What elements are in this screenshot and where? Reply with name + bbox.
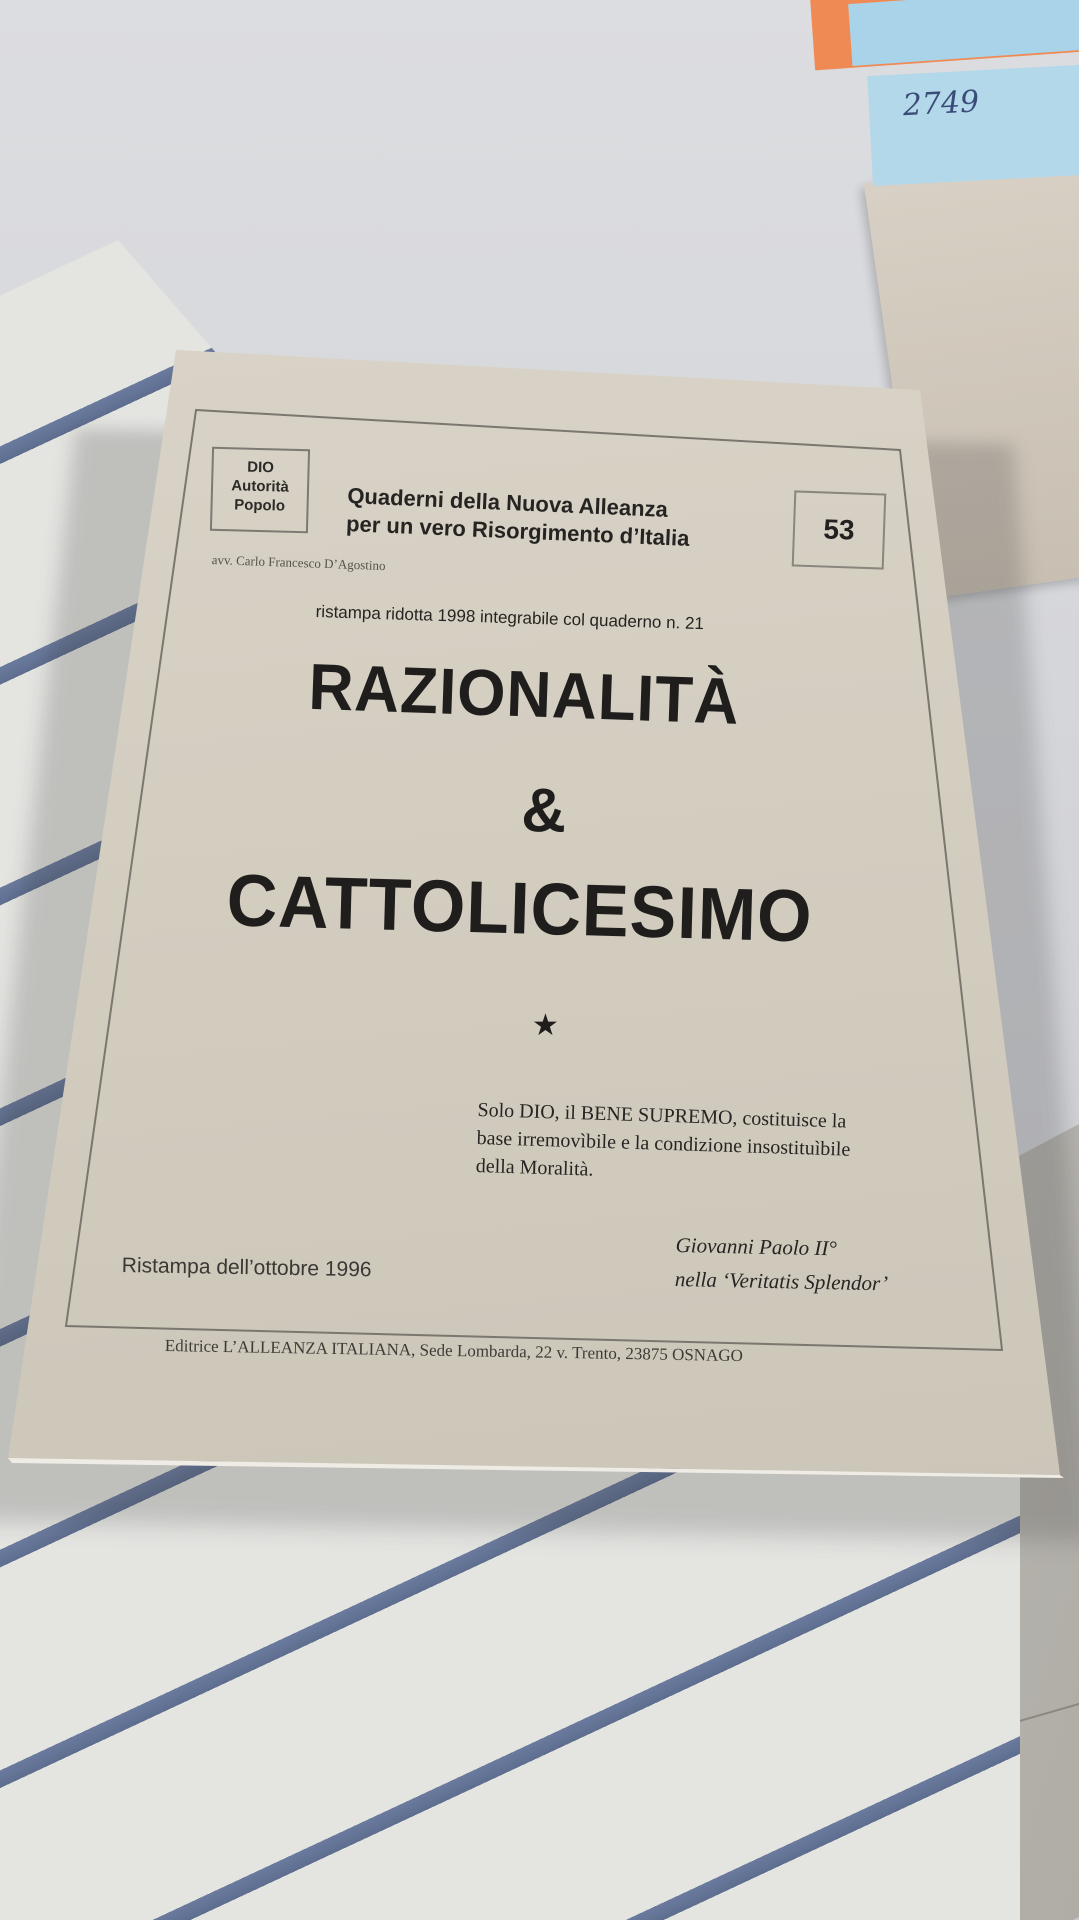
sticky-note-number: 2749 [901, 84, 981, 124]
title-ampersand: & [520, 775, 567, 846]
quote-text: Solo DIO, il BENE SUPREMO, costituisce la base irremovìbile e la condizione insostituìbile della Moralità. [475, 1098, 851, 1181]
author-name: avv. Carlo Francesco D’Agostino [211, 552, 386, 574]
title-line-1: RAZIONALITÀ [307, 651, 741, 739]
logo-box [210, 447, 310, 534]
series-line-2: per un vero Risorgimento d’Italia [345, 510, 690, 551]
publisher-line: Editrice L’ALLEANZA ITALIANA, Sede Lombarda, 22 v. Trento, 23875 OSNAGO [164, 1336, 744, 1366]
series-line-1: Quaderni della Nuova Alleanza [346, 482, 669, 522]
title-line-2: CATTOLICESIMO [225, 859, 814, 958]
quote-attribution: Giovanni Paolo II° nella ‘Veritatis Splendor’ [674, 1232, 889, 1296]
star-icon: ★ [532, 1009, 559, 1042]
logo-line: Autorità [231, 477, 290, 496]
logo-line: DIO [247, 458, 275, 477]
reprint-date: Ristampa dell’ottobre 1996 [121, 1254, 372, 1282]
logo-line: Popolo [233, 496, 286, 515]
reprint-note: ristampa ridotta 1998 integrabile col quaderno n. 21 [315, 602, 705, 634]
issue-number: 53 [792, 490, 887, 569]
